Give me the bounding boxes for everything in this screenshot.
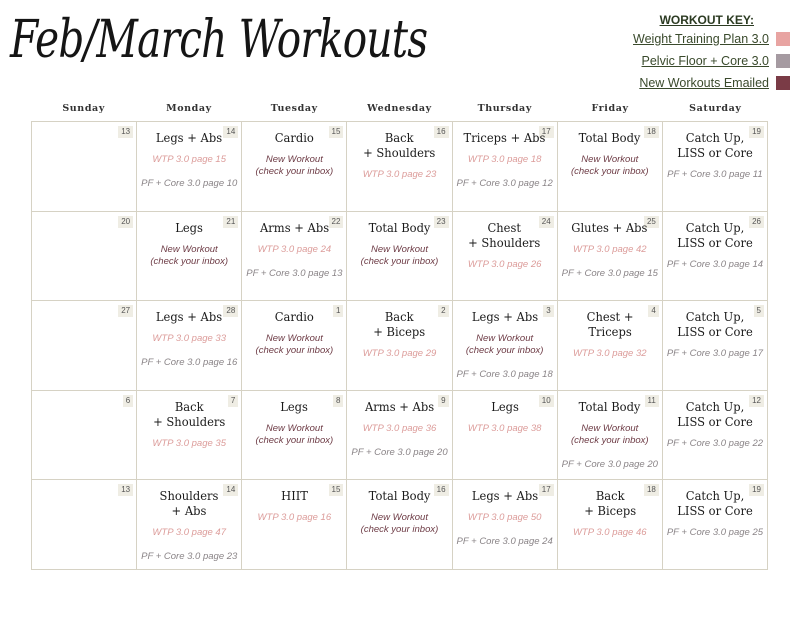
new-workout-note: (check your inbox) [150, 255, 229, 267]
calendar-day-cell [242, 480, 347, 570]
wtp-page-reference: WTP 3.0 page 47 [152, 527, 227, 539]
day-number: 28 [223, 305, 238, 317]
key-item-new-workouts [590, 72, 790, 93]
wtp-page-reference: WTP 3.0 page 16 [257, 512, 332, 524]
key-swatch [776, 54, 790, 68]
workout-name: HIIT [280, 488, 308, 504]
calendar-day-cell [137, 122, 242, 212]
day-number: 8 [333, 395, 343, 407]
calendar-day-cell [453, 301, 558, 391]
day-number: 16 [434, 126, 449, 138]
wtp-page-reference: WTP 3.0 page 18 [467, 154, 542, 165]
calendar-day-cell [663, 480, 768, 570]
pf-core-page-reference: PF + Core 3.0 page 14 [666, 258, 764, 270]
key-item-weight-training [590, 28, 790, 49]
calendar-day-cell [453, 480, 558, 570]
day-number: 15 [329, 484, 344, 496]
day-number: 6 [123, 395, 133, 407]
workout-details [256, 154, 334, 190]
workout-details [571, 154, 649, 190]
workout-details [256, 423, 334, 459]
workout-name: Legs + Abs [156, 130, 223, 145]
day-number: 26 [749, 216, 764, 228]
workout-name: Legs [175, 219, 204, 235]
day-number: 21 [223, 216, 238, 228]
workout-details [562, 423, 658, 481]
workout-details [457, 512, 553, 560]
calendar-day-cell [32, 480, 137, 570]
pf-core-page-reference: PF + Core 3.0 page 18 [456, 369, 553, 381]
workout-details [667, 169, 763, 193]
calendar-day-cell [663, 301, 768, 391]
pf-core-page-reference: PF + Core 3.0 page 25 [666, 527, 764, 539]
workout-name: Back + Shoulders [363, 130, 436, 160]
day-number: 25 [644, 216, 659, 228]
workout-name: Total Body [368, 488, 431, 504]
wtp-page-reference: WTP 3.0 page 46 [572, 527, 647, 539]
day-number: 4 [648, 305, 658, 317]
new-workout-note: New Workout [160, 243, 218, 255]
calendar-day-cell [347, 391, 452, 481]
wtp-page-reference: WTP 3.0 page 35 [152, 437, 226, 449]
workout-name: Total Body [368, 219, 431, 235]
calendar-day-cell [558, 122, 663, 212]
calendar-day-cell [137, 480, 242, 570]
day-number: 1 [333, 305, 343, 317]
day-number: 19 [749, 126, 764, 138]
workout-name: Catch Up, LISS or Core [677, 488, 753, 519]
pf-core-page-reference: PF + Core 3.0 page 20 [561, 458, 658, 470]
key-item-label: New Workouts Emailed [639, 75, 769, 90]
calendar-day-cell [347, 122, 452, 212]
day-number: 10 [539, 395, 554, 407]
weekday-monday: Monday [166, 103, 212, 114]
day-number: 2 [438, 305, 448, 317]
pf-core-page-reference: PF + Core 3.0 page 24 [456, 536, 553, 548]
workout-name: Cardio [274, 309, 314, 325]
workout-details [562, 244, 658, 292]
calendar-day-cell [242, 391, 347, 481]
workout-name: Back + Shoulders [153, 398, 226, 429]
wtp-page-reference: WTP 3.0 page 29 [362, 348, 437, 360]
workout-name: Legs + Abs [471, 488, 538, 504]
workout-name: Cardio [274, 130, 314, 145]
workout-name: Triceps + Abs [463, 130, 546, 145]
workout-details [457, 333, 553, 391]
workout-name: Back + Biceps [373, 309, 426, 340]
pf-core-page-reference: PF + Core 3.0 page 16 [141, 357, 238, 369]
wtp-page-reference: WTP 3.0 page 23 [362, 169, 437, 180]
day-number: 19 [749, 484, 764, 496]
wtp-page-reference: WTP 3.0 page 24 [257, 243, 332, 255]
key-swatch [776, 32, 790, 46]
day-number: 3 [543, 305, 553, 317]
calendar-day-cell [663, 391, 768, 481]
weekday-tuesday: Tuesday [270, 103, 318, 114]
key-item-label: Weight Training Plan 3.0 [633, 31, 769, 46]
calendar-day-cell [347, 212, 452, 302]
pf-core-page-reference: PF + Core 3.0 page 12 [456, 178, 553, 189]
weekday-wednesday: Wednesday [367, 103, 432, 114]
day-number: 12 [749, 395, 764, 407]
calendar-day-cell [663, 212, 768, 302]
day-number: 24 [539, 216, 554, 228]
pf-core-page-reference: PF + Core 3.0 page 22 [666, 437, 764, 449]
workout-details [363, 169, 437, 193]
workout-details [141, 527, 237, 570]
day-number: 14 [223, 126, 238, 138]
calendar-day-cell [32, 212, 137, 302]
workout-name: Chest + Shoulders [468, 219, 541, 250]
workout-name: Legs [490, 398, 519, 414]
wtp-page-reference: WTP 3.0 page 32 [572, 348, 647, 360]
key-swatch [776, 76, 790, 90]
calendar-day-cell [242, 122, 347, 212]
workout-details [361, 512, 439, 548]
calendar-day-cell [347, 480, 452, 570]
calendar-day-cell [663, 122, 768, 212]
calendar-grid [31, 121, 768, 570]
day-number: 20 [118, 216, 133, 228]
pf-core-page-reference: PF + Core 3.0 page 11 [667, 169, 763, 180]
workout-details [152, 438, 226, 462]
workout-details [667, 527, 763, 551]
weekday-header [31, 103, 768, 114]
workout-name: Shoulders + Abs [159, 488, 219, 519]
new-workout-note: New Workout [581, 422, 639, 434]
new-workout-note: New Workout [370, 243, 428, 255]
day-number: 17 [539, 484, 554, 496]
calendar-day-cell [347, 301, 452, 391]
workout-details [141, 154, 237, 202]
calendar-day-cell [453, 122, 558, 212]
day-number: 13 [118, 126, 133, 138]
new-workout-note: New Workout [581, 154, 639, 165]
key-item-pelvic-floor [590, 50, 790, 71]
wtp-page-reference: WTP 3.0 page 33 [152, 333, 227, 345]
workout-details [457, 154, 553, 202]
calendar-day-cell [242, 212, 347, 302]
day-number: 15 [329, 126, 344, 138]
calendar-day-cell [137, 391, 242, 481]
workout-name: Catch Up, LISS or Core [677, 219, 753, 250]
new-workout-note: (check your inbox) [255, 166, 334, 177]
day-number: 17 [539, 126, 554, 138]
wtp-page-reference: WTP 3.0 page 50 [467, 512, 542, 524]
new-workout-note: (check your inbox) [255, 345, 334, 357]
workout-details [468, 259, 542, 283]
workout-name: Catch Up, LISS or Core [677, 309, 753, 340]
day-number: 18 [644, 484, 659, 496]
workout-details [361, 244, 439, 280]
pf-core-page-reference: PF + Core 3.0 page 23 [141, 551, 238, 563]
day-number: 16 [434, 484, 449, 496]
pf-core-page-reference: PF + Core 3.0 page 10 [141, 178, 238, 189]
workout-details [363, 348, 437, 372]
weekday-thursday: Thursday [477, 103, 532, 114]
workout-details [468, 423, 542, 447]
calendar-day-cell [558, 301, 663, 391]
new-workout-note: New Workout [476, 333, 534, 345]
new-workout-note: New Workout [265, 154, 323, 165]
page-title: Feb/March Workouts [10, 10, 428, 70]
workout-details [246, 244, 342, 292]
weekday-friday: Friday [591, 103, 629, 114]
pf-core-page-reference: PF + Core 3.0 page 13 [246, 267, 343, 279]
workout-key-title: WORKOUT KEY: [659, 13, 754, 27]
weekday-saturday: Saturday [689, 103, 742, 114]
calendar-day-cell [558, 480, 663, 570]
day-number: 18 [644, 126, 659, 138]
workout-name: Back + Biceps [583, 488, 636, 519]
new-workout-note: (check your inbox) [570, 434, 649, 446]
workout-details [573, 348, 647, 372]
workout-details [256, 333, 334, 369]
key-item-label: Pelvic Floor + Core 3.0 [641, 53, 769, 68]
weekday-sunday: Sunday [62, 103, 105, 114]
workout-details [141, 333, 237, 381]
new-workout-note: New Workout [370, 512, 428, 524]
calendar-day-cell [32, 122, 137, 212]
day-number: 23 [434, 216, 449, 228]
calendar-day-cell [242, 301, 347, 391]
workout-name: Catch Up, LISS or Core [677, 398, 753, 429]
wtp-page-reference: WTP 3.0 page 38 [467, 422, 542, 434]
day-number: 5 [754, 305, 764, 317]
pf-core-page-reference: PF + Core 3.0 page 20 [351, 446, 448, 458]
calendar-day-cell [558, 391, 663, 481]
wtp-page-reference: WTP 3.0 page 15 [152, 154, 227, 165]
day-number: 22 [329, 216, 344, 228]
day-number: 27 [118, 305, 133, 317]
workout-name: Glutes + Abs [571, 219, 648, 235]
wtp-page-reference: WTP 3.0 page 36 [362, 422, 437, 434]
workout-name: Total Body [578, 130, 641, 145]
wtp-page-reference: WTP 3.0 page 26 [467, 258, 542, 270]
new-workout-note: (check your inbox) [360, 524, 439, 536]
workout-details [150, 244, 228, 280]
day-number: 11 [645, 395, 659, 407]
day-number: 9 [438, 395, 448, 407]
day-number: 13 [118, 484, 133, 496]
workout-name: Chest + Triceps [586, 309, 634, 340]
workout-details [351, 423, 447, 471]
calendar-day-cell [453, 391, 558, 481]
workout-details [667, 438, 763, 462]
workout-key [590, 13, 790, 93]
calendar-day-cell [137, 301, 242, 391]
calendar-day-cell [137, 212, 242, 302]
new-workout-note: (check your inbox) [570, 166, 649, 177]
new-workout-note: (check your inbox) [255, 434, 334, 446]
workout-details [573, 527, 647, 551]
workout-name: Arms + Abs [259, 219, 329, 235]
calendar-day-cell [32, 391, 137, 481]
workout-name: Legs + Abs [471, 309, 538, 325]
workout-name: Total Body [578, 398, 641, 414]
workout-name: Catch Up, LISS or Core [677, 130, 753, 160]
calendar-day-cell [32, 301, 137, 391]
workout-name: Legs + Abs [156, 309, 223, 325]
workout-name: Legs [280, 398, 309, 414]
pf-core-page-reference: PF + Core 3.0 page 17 [666, 348, 764, 360]
workout-name: Arms + Abs [364, 398, 435, 414]
calendar-day-cell [558, 212, 663, 302]
day-number: 14 [223, 484, 238, 496]
pf-core-page-reference: PF + Core 3.0 page 15 [561, 267, 658, 279]
workout-details [667, 348, 763, 372]
new-workout-note: New Workout [265, 422, 323, 434]
new-workout-note: (check your inbox) [465, 345, 544, 357]
workout-details [667, 259, 763, 283]
calendar-day-cell [453, 212, 558, 302]
workout-details [258, 512, 332, 536]
new-workout-note: New Workout [265, 333, 323, 345]
wtp-page-reference: WTP 3.0 page 42 [572, 243, 647, 255]
new-workout-note: (check your inbox) [360, 255, 439, 267]
day-number: 7 [228, 395, 238, 407]
